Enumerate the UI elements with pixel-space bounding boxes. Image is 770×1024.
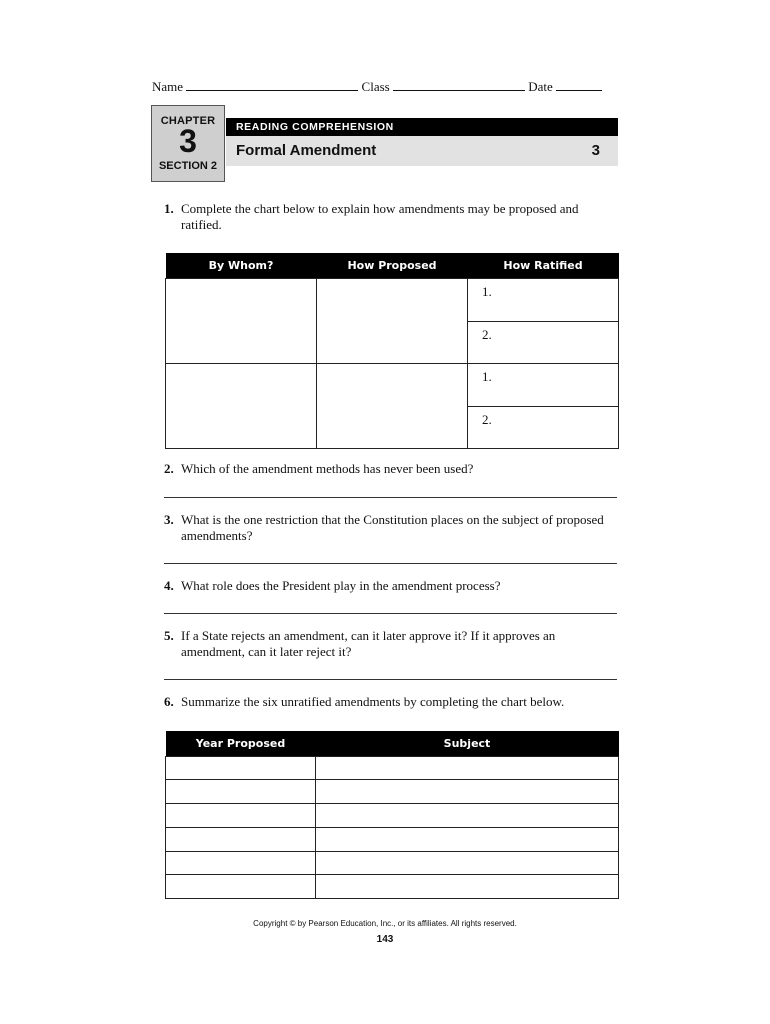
- table-row: [166, 757, 619, 780]
- how-ratified-cell[interactable]: [468, 407, 619, 449]
- question-number: 3.: [164, 512, 174, 527]
- question-text: Which of the amendment methods has never been used?: [181, 461, 474, 476]
- table-row: [166, 780, 619, 804]
- column-header-how-ratified: How Ratified: [468, 253, 619, 279]
- date-label: Date: [528, 79, 553, 94]
- unratified-amendments-table: [165, 731, 619, 899]
- year-proposed-cell[interactable]: [166, 780, 316, 804]
- section-word: SECTION 2: [158, 160, 218, 172]
- by-whom-cell[interactable]: [166, 279, 317, 364]
- question-text: What is the one restriction that the Constitution places on the subject of proposed amendments?: [181, 512, 604, 543]
- question-number: 5.: [164, 628, 174, 643]
- question-2: [164, 461, 618, 477]
- question-text: What role does the President play in the amendment process?: [181, 578, 501, 593]
- year-proposed-cell[interactable]: [166, 852, 316, 875]
- subject-cell[interactable]: [316, 828, 619, 852]
- table-header-row: [166, 253, 619, 279]
- question-6: [164, 694, 618, 710]
- class-label: Class: [361, 79, 390, 94]
- banner-kicker: READING COMPREHENSION: [236, 121, 394, 133]
- table-row: [166, 364, 619, 407]
- table-header-row: [166, 731, 619, 757]
- answer-line[interactable]: [164, 563, 617, 564]
- worksheet-number: 3: [591, 142, 600, 159]
- question-text: Summarize the six unratified amendments by completing the chart below.: [181, 694, 565, 709]
- name-blank[interactable]: [186, 78, 358, 91]
- question-5: [164, 628, 618, 660]
- copyright-notice: Copyright © by Pearson Education, Inc., or its affiliates. All rights reserved.: [253, 919, 517, 928]
- chapter-section-box: [151, 105, 225, 182]
- question-number: 6.: [164, 694, 174, 709]
- amendment-methods-table: [165, 253, 619, 449]
- table-row: [166, 852, 619, 875]
- subject-cell[interactable]: [316, 780, 619, 804]
- column-header-by-whom: By Whom?: [166, 253, 317, 279]
- answer-line[interactable]: [164, 613, 617, 614]
- year-proposed-cell[interactable]: [166, 757, 316, 780]
- how-proposed-cell[interactable]: [317, 364, 468, 449]
- answer-line[interactable]: [164, 679, 617, 680]
- year-proposed-cell[interactable]: [166, 875, 316, 899]
- how-ratified-cell[interactable]: [468, 279, 619, 322]
- worksheet-title-bar: [226, 136, 618, 166]
- worksheet-title: Formal Amendment: [236, 142, 377, 159]
- table-row: [166, 804, 619, 828]
- subject-cell[interactable]: [316, 804, 619, 828]
- page-number: 143: [376, 934, 394, 945]
- how-proposed-cell[interactable]: [317, 279, 468, 364]
- year-proposed-cell[interactable]: [166, 828, 316, 852]
- question-text: Complete the chart below to explain how amendments may be proposed and ratified.: [181, 201, 579, 232]
- item-label: 1.: [482, 284, 492, 299]
- table-row: [166, 875, 619, 899]
- name-label: Name: [152, 79, 184, 94]
- subject-cell[interactable]: [316, 757, 619, 780]
- question-3: [164, 512, 618, 544]
- item-label: 1.: [482, 369, 492, 384]
- date-blank[interactable]: [556, 78, 602, 91]
- year-proposed-cell[interactable]: [166, 804, 316, 828]
- subject-cell[interactable]: [316, 852, 619, 875]
- chapter-number: 3: [179, 123, 197, 159]
- question-number: 1.: [164, 201, 174, 216]
- how-ratified-cell[interactable]: [468, 364, 619, 407]
- header-fields: [152, 78, 618, 95]
- question-number: 2.: [164, 461, 174, 476]
- column-header-how-proposed: How Proposed: [317, 253, 468, 279]
- answer-line[interactable]: [164, 497, 617, 498]
- question-text: If a State rejects an amendment, can it later approve it? If it approves an amendment, can it later reject it?: [181, 628, 556, 659]
- subject-cell[interactable]: [316, 875, 619, 899]
- column-header-year-proposed: Year Proposed: [166, 731, 316, 757]
- question-4: [164, 578, 618, 594]
- column-header-subject: Subject: [316, 731, 619, 757]
- table-row: [166, 279, 619, 322]
- item-label: 2.: [482, 327, 492, 342]
- item-label: 2.: [482, 412, 492, 427]
- chapter-word: CHAPTER: [160, 115, 216, 127]
- reading-comprehension-bar: [226, 118, 618, 136]
- class-blank[interactable]: [393, 78, 525, 91]
- question-1: [164, 201, 618, 233]
- by-whom-cell[interactable]: [166, 364, 317, 449]
- table-row: [166, 828, 619, 852]
- question-number: 4.: [164, 578, 174, 593]
- how-ratified-cell[interactable]: [468, 322, 619, 364]
